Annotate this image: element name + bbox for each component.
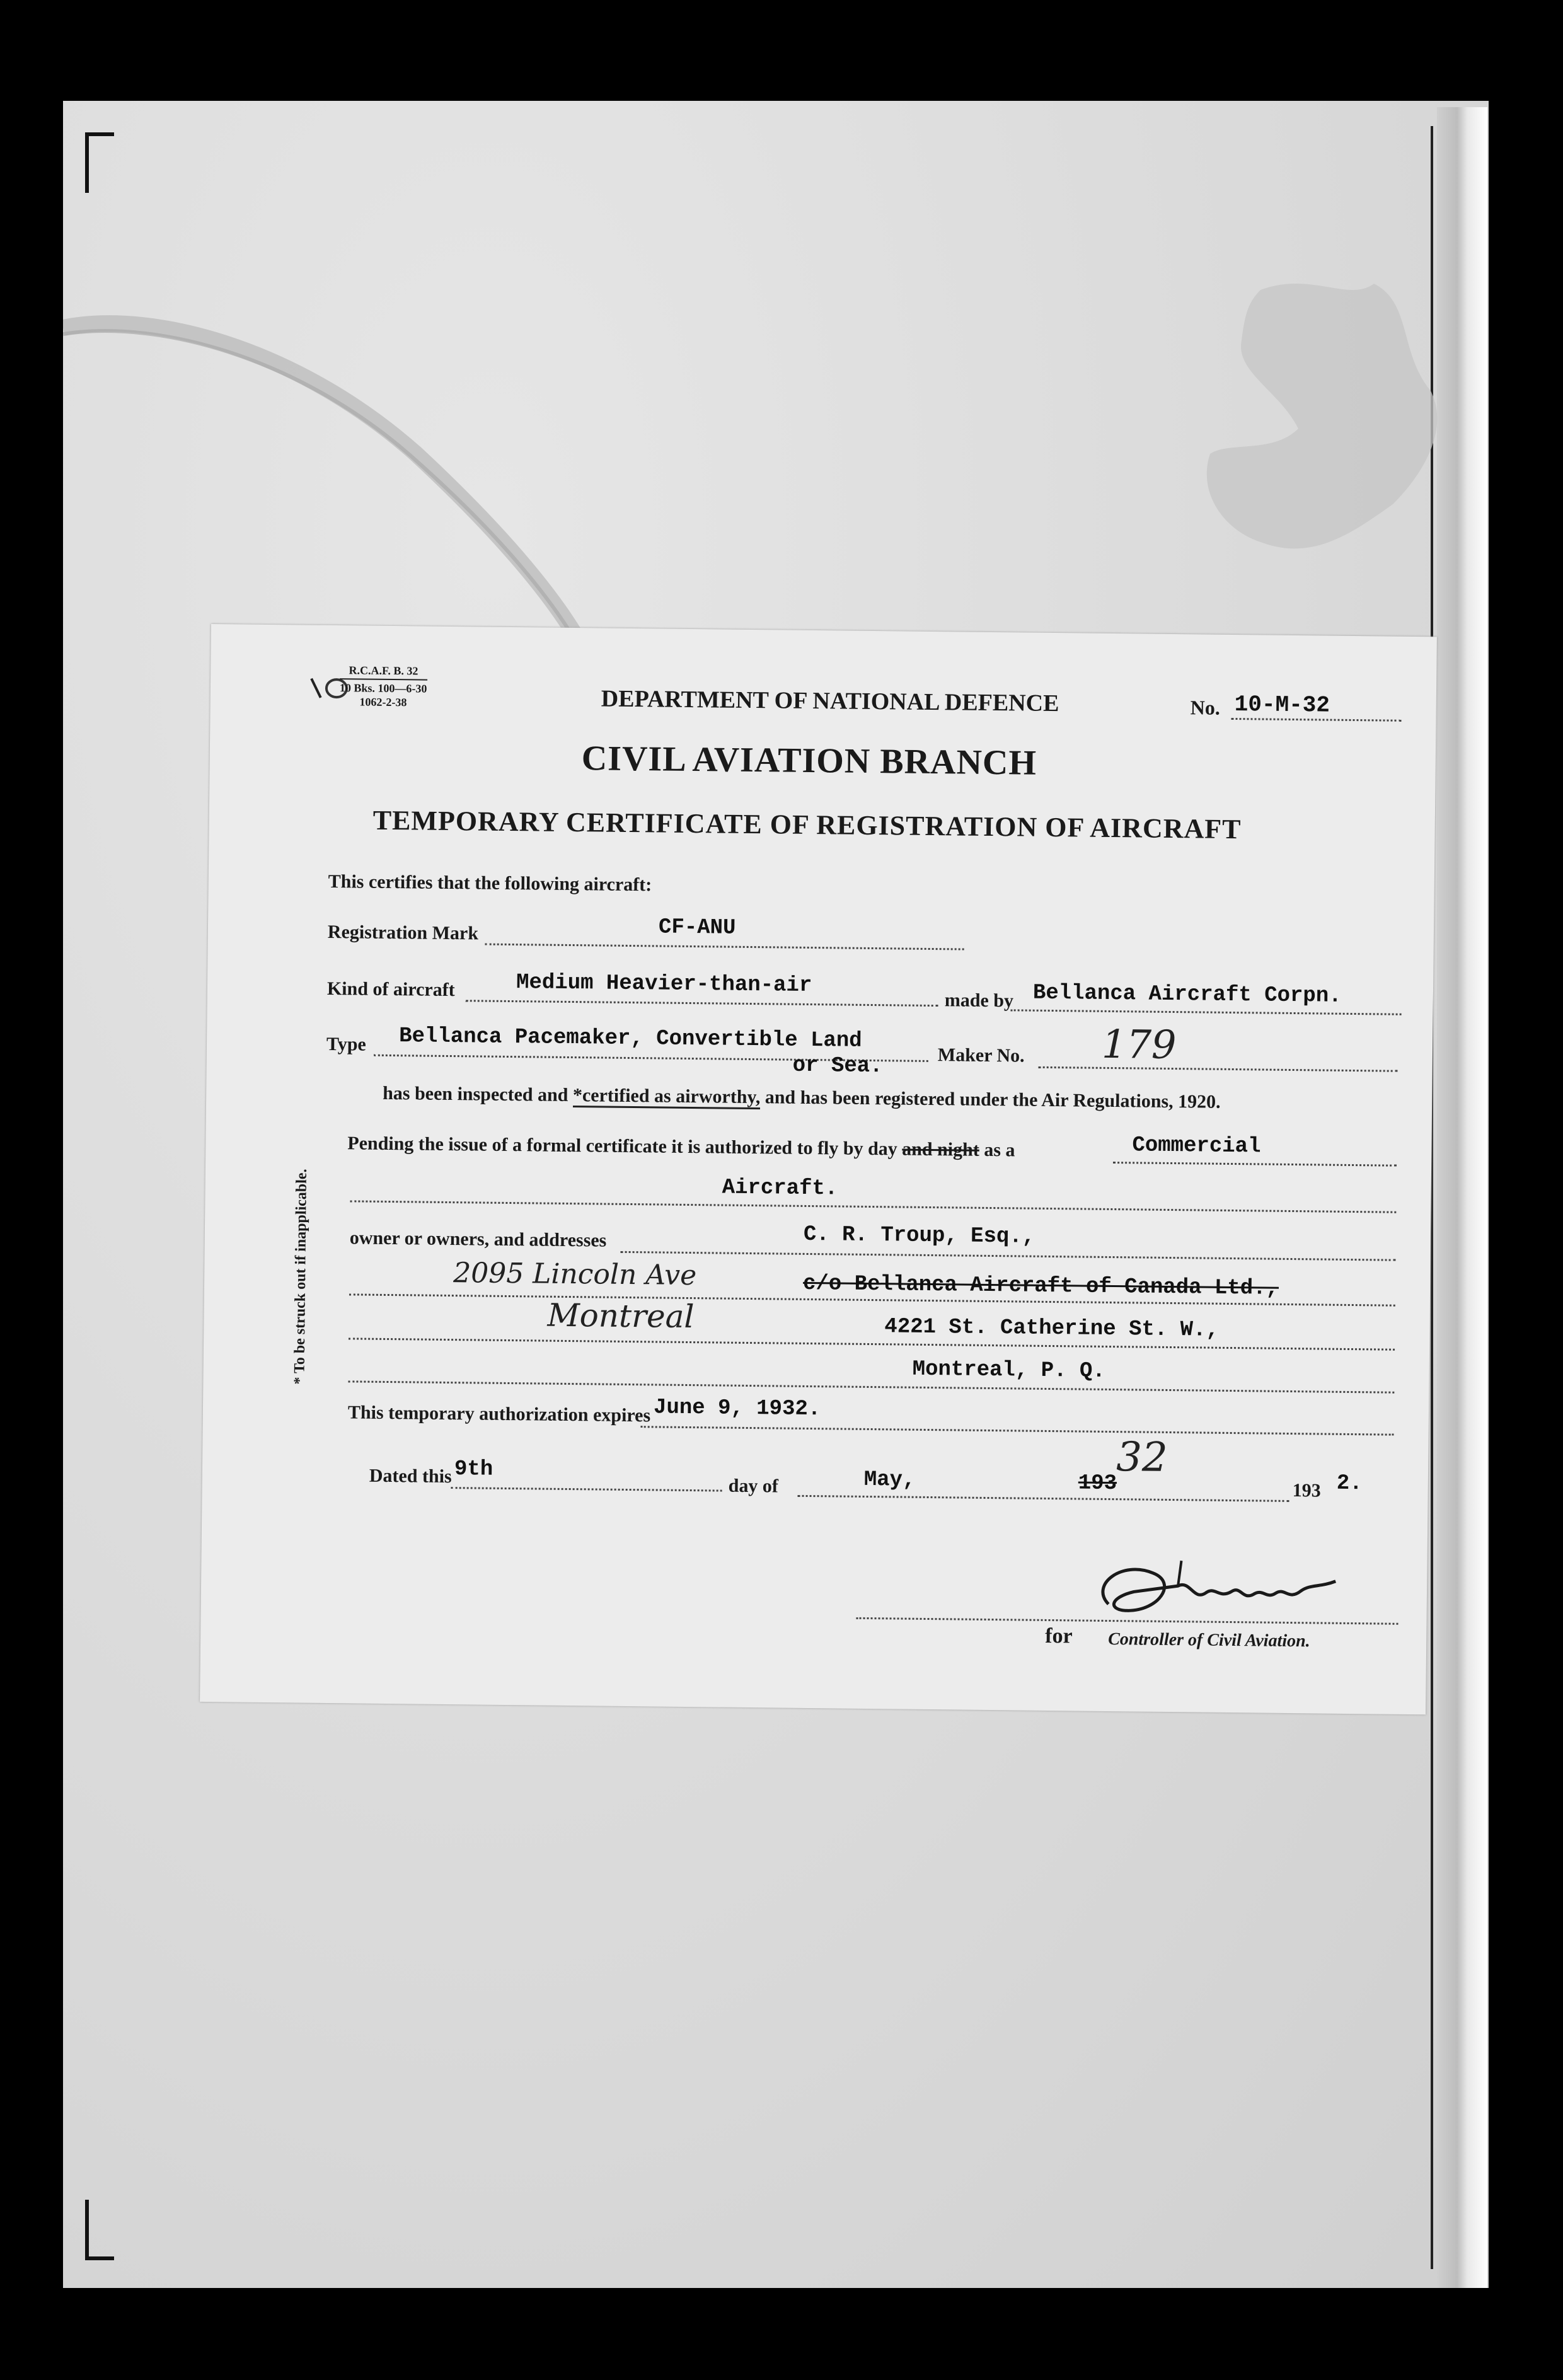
maker-number-label: Maker No. xyxy=(937,1044,1025,1066)
kind-label: Kind of aircraft xyxy=(326,978,455,1001)
type-label: Type xyxy=(326,1033,366,1055)
department-heading: DEPARTMENT OF NATIONAL DEFENCE xyxy=(601,685,1059,717)
inspected-text-end: and has been registered under the Air Regulations, 1920. xyxy=(760,1087,1221,1112)
for-label: for xyxy=(1045,1624,1073,1648)
struck-night-text: and night xyxy=(902,1138,979,1160)
form-code-rule xyxy=(340,678,427,680)
form-code xyxy=(340,663,427,709)
address-dots-3 xyxy=(348,1380,1394,1393)
controller-title: Controller of Civil Aviation. xyxy=(1108,1629,1310,1651)
class-dots-2 xyxy=(350,1200,1396,1213)
owner-label: owner or owners, and addresses xyxy=(349,1227,607,1251)
expires-value: June 9, 1932. xyxy=(653,1395,821,1422)
number-dots xyxy=(1231,718,1401,722)
owner-dots xyxy=(621,1251,1396,1261)
dated-day-value: 9th xyxy=(454,1457,493,1482)
pending-statement xyxy=(347,1133,1015,1161)
corner-mark-top-left xyxy=(85,132,114,193)
year-label: 193 xyxy=(1292,1480,1321,1501)
made-by-dots xyxy=(1011,1009,1402,1015)
expires-label: This temporary authorization expires xyxy=(347,1402,651,1426)
dated-day-dots xyxy=(451,1487,722,1492)
registration-dots xyxy=(485,944,964,950)
certificate-title: TEMPORARY CERTIFICATE OF REGISTRATION OF AIRCRAFT xyxy=(372,804,1242,845)
type-value-continued: or Sea. xyxy=(792,1053,883,1079)
form-code-line-2: 10 Bks. 100—6-30 xyxy=(339,681,427,695)
made-by-value: Bellanca Aircraft Corpn. xyxy=(1032,981,1342,1008)
inspected-text: has been inspected and xyxy=(383,1082,574,1106)
made-by-label: made by xyxy=(944,990,1014,1012)
registration-label: Registration Mark xyxy=(327,921,479,944)
aircraft-class-value-continued: Aircraft. xyxy=(722,1176,838,1201)
kind-dots xyxy=(466,1000,938,1007)
pending-text-end: as a xyxy=(979,1139,1015,1161)
address-typed-struck: c/o Bellanca Aircraft of Canada Ltd., xyxy=(802,1271,1279,1301)
certifies-text: This certifies that the following aircraft: xyxy=(328,870,652,896)
stain-curve xyxy=(63,315,630,643)
maker-number-dots xyxy=(1039,1066,1398,1072)
side-note: * To be struck out if inapplicable. xyxy=(291,1169,310,1385)
address-typed-3: Montreal, P. Q. xyxy=(912,1357,1105,1384)
year-typed: 2. xyxy=(1336,1471,1363,1496)
address-typed-2: 4221 St. Catherine St. W., xyxy=(884,1315,1220,1343)
type-value: Bellanca Pacemaker, Convertible Land xyxy=(398,1024,862,1053)
day-of-label: day of xyxy=(728,1475,779,1497)
address-handwritten-2: Montreal xyxy=(547,1297,695,1336)
aircraft-class-value: Commercial xyxy=(1132,1133,1261,1159)
form-code-line-1: R.C.A.F. B. 32 xyxy=(349,664,418,678)
branch-title: CIVIL AVIATION BRANCH xyxy=(581,739,1037,783)
stain-blob xyxy=(1185,265,1450,592)
corner-mark-bottom-left xyxy=(85,2200,114,2260)
kind-value: Medium Heavier-than-air xyxy=(516,971,812,998)
registration-value: CF-ANU xyxy=(658,915,736,940)
address-dots-2 xyxy=(349,1337,1395,1350)
address-handwritten-1: 2095 Lincoln Ave xyxy=(453,1257,697,1292)
inspected-statement xyxy=(383,1083,1221,1113)
expires-dots xyxy=(641,1426,1394,1436)
year-struck: 193 xyxy=(1078,1471,1117,1496)
controller-signature xyxy=(1083,1547,1348,1632)
dated-month-value: May, xyxy=(863,1467,916,1493)
dated-label: Dated this xyxy=(369,1465,452,1488)
certified-airworthy-text: *certified as airworthy, xyxy=(573,1085,761,1109)
class-dots xyxy=(1113,1162,1397,1167)
year-handwritten: 32 xyxy=(1116,1434,1168,1481)
certificate-number: 10-M-32 xyxy=(1234,691,1330,719)
maker-number-value: 179 xyxy=(1101,1020,1177,1068)
certificate-card xyxy=(200,624,1437,1714)
dated-month-dots xyxy=(798,1495,1289,1502)
pending-text: Pending the issue of a formal certificate it is authorized to fly by day xyxy=(347,1133,903,1160)
form-code-line-3: 1062-2-38 xyxy=(359,695,407,709)
owner-value: C. R. Troup, Esq., xyxy=(803,1222,1035,1249)
number-label: No. xyxy=(1190,696,1220,719)
